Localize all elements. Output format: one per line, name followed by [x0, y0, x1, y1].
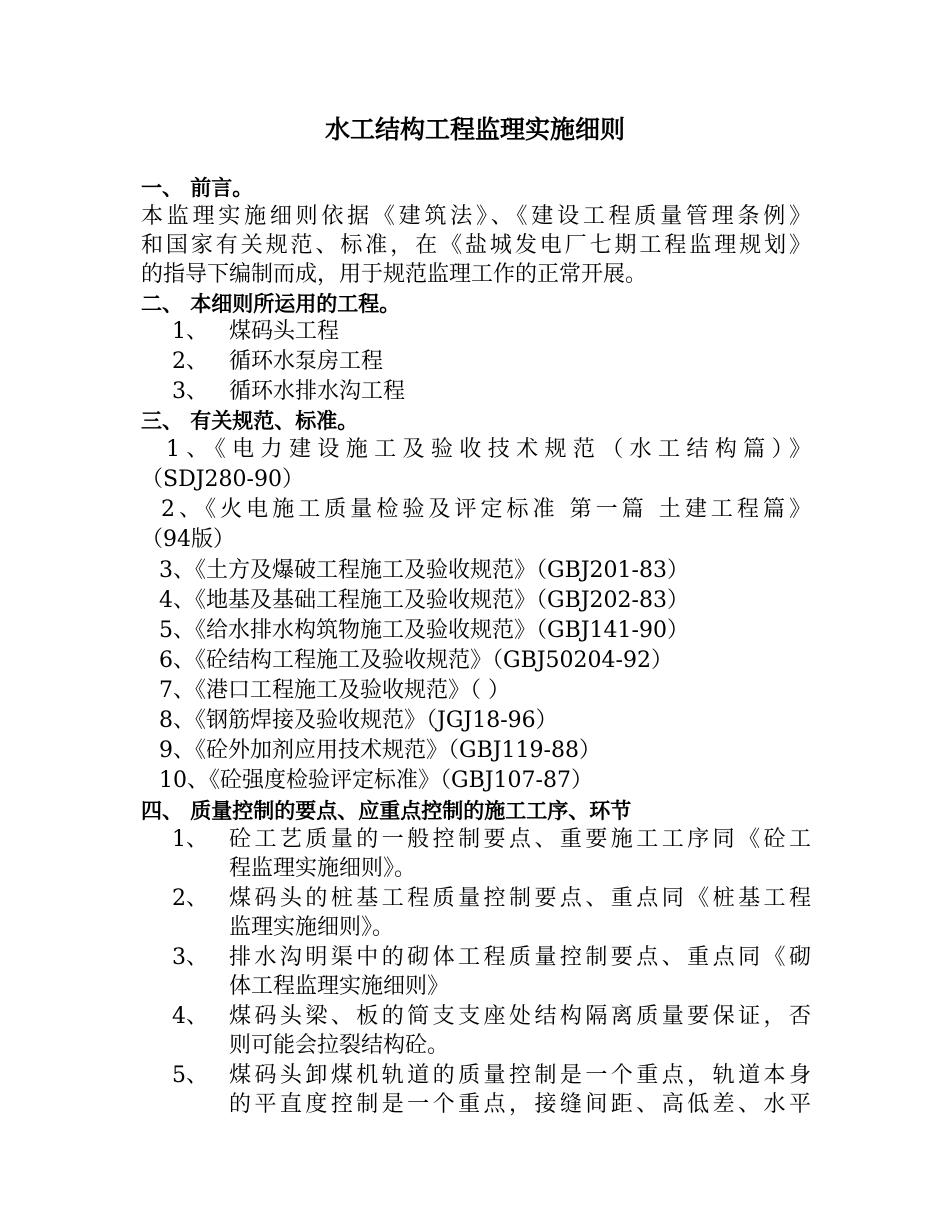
standard-item-continuation: （SDJ280-90）	[141, 467, 304, 492]
quality-item-text: 砼工艺质量的一般控制要点、重要施工工序同《砼工	[229, 827, 811, 852]
quality-item-text: 排水沟明渠中的砌体工程质量控制要点、重点同《砌	[229, 945, 811, 970]
standard-item: 9、《砼外加剂应用技术规范》（GBJ119-88）	[159, 738, 601, 763]
standard-item: 7、《港口工程施工及验收规范》（ ）	[159, 678, 510, 703]
standard-item: 6、《砼结构工程施工及验收规范》（GBJ50204-92）	[159, 648, 673, 673]
quality-item-continuation: 程监理实施细则》。	[229, 856, 417, 881]
project-item-number: 3、	[172, 379, 208, 404]
section-heading-preface: 一、 前言。	[141, 176, 254, 200]
quality-item-text: 煤码头梁、板的简支支座处结构隔离质量要保证，否	[229, 1004, 811, 1029]
section-heading-quality-control: 四、 质量控制的要点、应重点控制的施工工序、环节	[141, 799, 632, 823]
preface-line: 本监理实施细则依据《建筑法》、《建设工程质量管理条例》	[141, 204, 811, 229]
project-item-text: 煤码头工程	[229, 319, 340, 344]
standard-item: 3、《土方及爆破工程施工及验收规范》（GBJ201-83）	[159, 558, 689, 583]
quality-item-number: 5、	[172, 1063, 208, 1088]
project-item-text: 循环水泵房工程	[229, 349, 384, 374]
quality-item-continuation: 则可能会拉裂结构砼。	[229, 1033, 450, 1058]
standard-item: 10、《砼强度检验评定标准》（GBJ107-87）	[159, 768, 593, 793]
quality-item-number: 1、	[172, 827, 208, 852]
standard-item: 2、《火电施工质量检验及评定标准 第一篇 土建工程篇》	[161, 497, 811, 522]
quality-item-text: 煤码头的桩基工程质量控制要点、重点同《桩基工程	[229, 886, 811, 911]
quality-item-number: 3、	[172, 945, 208, 970]
section-heading-projects: 二、 本细则所运用的工程。	[141, 292, 401, 316]
project-item-number: 1、	[172, 319, 208, 344]
quality-item-continuation: 体工程监理实施细则》	[229, 974, 450, 999]
quality-item-continuation: 监理实施细则》。	[229, 915, 395, 940]
section-heading-standards: 三、 有关规范、标准。	[141, 409, 359, 433]
standard-item-continuation: （94版）	[141, 527, 235, 552]
preface-line: 和国家有关规范、标准，在《盐城发电厂七期工程监理规划》	[141, 233, 811, 258]
standard-item: 5、《给水排水构筑物施工及验收规范》（GBJ141-90）	[159, 618, 689, 643]
preface-line: 的指导下编制而成，用于规范监理工作的正常开展。	[141, 262, 648, 287]
standard-item: 8、《钢筋焊接及验收规范》（JGJ18-96）	[159, 708, 558, 733]
quality-item-number: 2、	[172, 886, 208, 911]
quality-item-continuation: 的平直度控制是一个重点，接缝间距、高低差、水平	[229, 1092, 811, 1117]
standard-item: 4、《地基及基础工程施工及验收规范》（GBJ202-83）	[159, 588, 689, 613]
project-item-text: 循环水排水沟工程	[229, 379, 406, 404]
document-title: 水工结构工程监理实施细则	[324, 115, 625, 144]
standard-item: 1、《电力建设施工及验收技术规范（水工结构篇）》	[166, 437, 811, 462]
project-item-number: 2、	[172, 349, 208, 374]
quality-item-number: 4、	[172, 1004, 208, 1029]
quality-item-text: 煤码头卸煤机轨道的质量控制是一个重点，轨道本身	[229, 1063, 811, 1088]
